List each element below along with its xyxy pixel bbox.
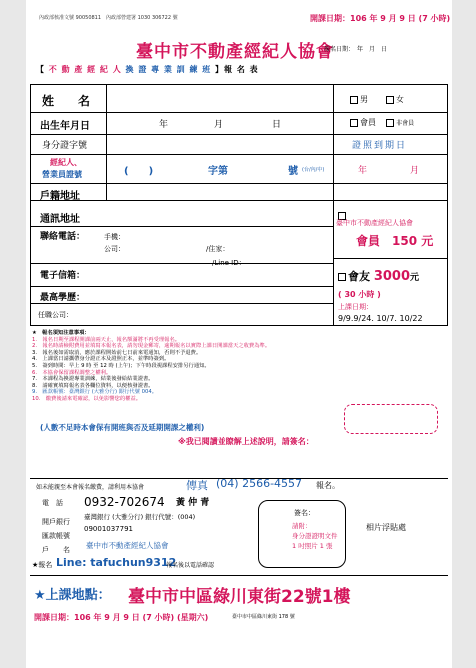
confirm-signature-box[interactable] — [344, 404, 438, 434]
email-label: 電子信箱： — [40, 271, 86, 281]
male-label: 男 — [360, 95, 368, 104]
line-id-label: /Line ID： — [212, 259, 246, 267]
note-line: 5. 簽到時間：早上 9 時 至 12 時 (上午)；下午時段視課程安排另行通知。 — [32, 362, 210, 369]
cert-no-label: 號 — [288, 166, 298, 177]
registration-form-page — [26, 0, 452, 668]
membership-options — [350, 117, 414, 128]
broker-label: 經紀人、 — [50, 158, 82, 167]
member-fee-title: 臺中市不動產經紀人協會 — [336, 219, 413, 227]
member-label: 會員 — [360, 118, 376, 127]
note-line: 6. 本協會保留課程調整之權利。 — [32, 369, 112, 376]
member-fee: 會員 150 元 — [356, 234, 434, 248]
venue-address: 臺中市中區綠川東街22號1樓 — [128, 587, 351, 607]
employer-label: 任職公司： — [38, 311, 73, 319]
birth-year: 年 — [159, 120, 169, 130]
note-line: 9. 匯款帳號：臺灣銀行 (大雅分行) 銀行代號 004。 — [32, 389, 157, 396]
name-label: 姓 名 — [42, 94, 91, 108]
gender-options — [350, 94, 404, 105]
home-phone-label: /住家： — [206, 245, 230, 253]
cert-no-note: (台/內/中) — [302, 167, 325, 173]
account-holder: 臺中市不動產經紀人協會 — [86, 541, 169, 550]
signature-note-3: 1 吋照片 1 張 — [292, 542, 333, 550]
venue-date-note: 臺中市中區綠川東街 178 號 — [232, 614, 295, 620]
bank-label: 開戶銀行 — [42, 518, 70, 526]
cert-word: 字第 — [208, 166, 228, 177]
signature-label: 簽名： — [294, 509, 315, 517]
cert-year: 年 — [358, 166, 368, 176]
photo-placeholder: 相片浮貼處 — [366, 523, 406, 532]
payment-phone: 0932-702674 — [84, 495, 165, 509]
mobile-label: 手機： — [104, 233, 125, 241]
note-line: 3. 報名後如需取消，應於課程開始前七日前來電通知，否則不予退費。 — [32, 349, 202, 356]
birth-label: 出生年月日 — [40, 121, 90, 132]
mailing-address-label: 通訊地址 — [40, 214, 80, 225]
form-subtitle — [36, 64, 259, 75]
email-input[interactable] — [110, 266, 330, 284]
friend-fee-unit: 元 — [410, 273, 420, 283]
friend-hours: ( 30 小時 ) — [338, 290, 381, 299]
cert-prefix: ( ) — [124, 166, 154, 177]
venue-label: ★上課地點： — [34, 588, 111, 603]
note-line: 1. 報名日期至課程開課前兩天止，報名額滿將不再受理報名。 — [32, 336, 181, 343]
member-checkbox[interactable] — [350, 119, 358, 127]
payment-intro: 如未能親至本會報名繳費，請利用本協會 — [36, 484, 145, 491]
payment-phone-label: 電 話 — [42, 499, 63, 507]
note-line: 2. 報名時請檢附費用並填寫本報名表，請勿現金郵寄，逾期報名以實際上課日開課當天之收費為準。 — [32, 343, 271, 350]
notes-header: ★ 報名須知注意事項： — [32, 330, 90, 336]
line-note: 報名後以電話確認 — [166, 562, 215, 569]
birth-month: 月 — [214, 120, 224, 130]
note-line: 4. 上課當日請攜帶身分證正本及證照正本，並準時簽到。 — [32, 356, 170, 363]
course-date-top: 開課日期：106 年 9 月 9 日 (7 小時) — [310, 14, 451, 23]
household-address-input[interactable] — [110, 186, 330, 198]
friend-fee-checkbox[interactable] — [338, 273, 346, 281]
birth-day: 日 — [272, 120, 282, 130]
notes-section — [32, 330, 446, 403]
friend-fee-label: 會友 — [348, 270, 370, 283]
cert-month: 月 — [410, 166, 420, 176]
confirm-sign-label: ※我已閱讀並瞭解上述說明，請簽名： — [178, 437, 314, 446]
notes-footer: (人數不足時本會保有開班與否及延期開課之權利) — [40, 423, 205, 432]
note-line: 10. 繳費後請來電確認，以免影響您的權益。 — [32, 395, 142, 402]
venue-date: 開課日期：106 年 9 月 9 日 (7 小時) (星期六) — [34, 613, 209, 622]
fax-suffix: 報名。 — [316, 481, 340, 490]
male-checkbox[interactable] — [350, 96, 358, 104]
approval-note: 內政部核准文號 90050811 內政部營建署 1030 306722 號 — [39, 15, 178, 21]
holder-label: 戶 名 — [42, 546, 70, 554]
education-label: 最高學歷： — [40, 293, 86, 303]
company-phone-label: 公司： — [104, 245, 125, 253]
subtitle-red: 不 動 產 經 紀 人 — [48, 65, 122, 74]
fax-label: 傳真 — [186, 479, 208, 492]
friend-fee-amount: 3000 — [373, 269, 411, 284]
line-id: Line: tafuchun9312 — [56, 556, 177, 569]
female-label: 女 — [395, 95, 404, 104]
bank-name: 臺灣銀行 (大雅分行) 銀行代號：(004) — [84, 513, 196, 521]
fax-number: (04) 2566-4557 — [216, 477, 303, 490]
agent-label: 營業員證號 — [42, 170, 82, 179]
account-label: 匯款帳號 — [42, 532, 70, 540]
note-line: 7. 本課程為換證專業訓練，結業後發給結業證書。 — [32, 376, 154, 383]
friend-fee — [338, 268, 419, 284]
cert-expiry-label: 證照到期日 — [352, 141, 408, 151]
contact-name: 黃 仲 青 — [176, 498, 210, 508]
account-number: 09001037791 — [84, 525, 133, 533]
nonmember-label: 非會員 — [396, 120, 415, 127]
subtitle-blue: 換 證 專 業 訓 練 班 — [125, 65, 212, 74]
subtitle-close: 】報 名 表 — [215, 65, 259, 74]
subtitle-open: 【 — [36, 65, 45, 74]
name-input[interactable] — [110, 88, 330, 110]
signature-note-2: 身分證證明文件 — [292, 532, 338, 540]
phone-label: 聯絡電話： — [40, 232, 86, 242]
friend-dates: 9/9.9/24. 10/7. 10/22 — [338, 314, 423, 323]
female-checkbox[interactable] — [386, 96, 394, 104]
signature-note-1: 請附： — [292, 522, 312, 530]
household-address-label: 戶籍地址 — [40, 191, 80, 202]
id-label: 身分證字號 — [42, 141, 88, 151]
mailing-address-input[interactable] — [110, 204, 330, 222]
registration-date-field[interactable]: 報名日期： 年 月 日 — [324, 46, 388, 53]
line-prefix: ★報名 — [32, 561, 53, 569]
association-title: 臺中市不動產經紀人協會 — [136, 42, 334, 62]
note-line: 8. 請確實填寫報名表各欄位資料，以便核發證書。 — [32, 382, 154, 389]
nonmember-checkbox[interactable] — [386, 119, 394, 127]
friend-dates-label: 上課日期： — [338, 303, 373, 311]
